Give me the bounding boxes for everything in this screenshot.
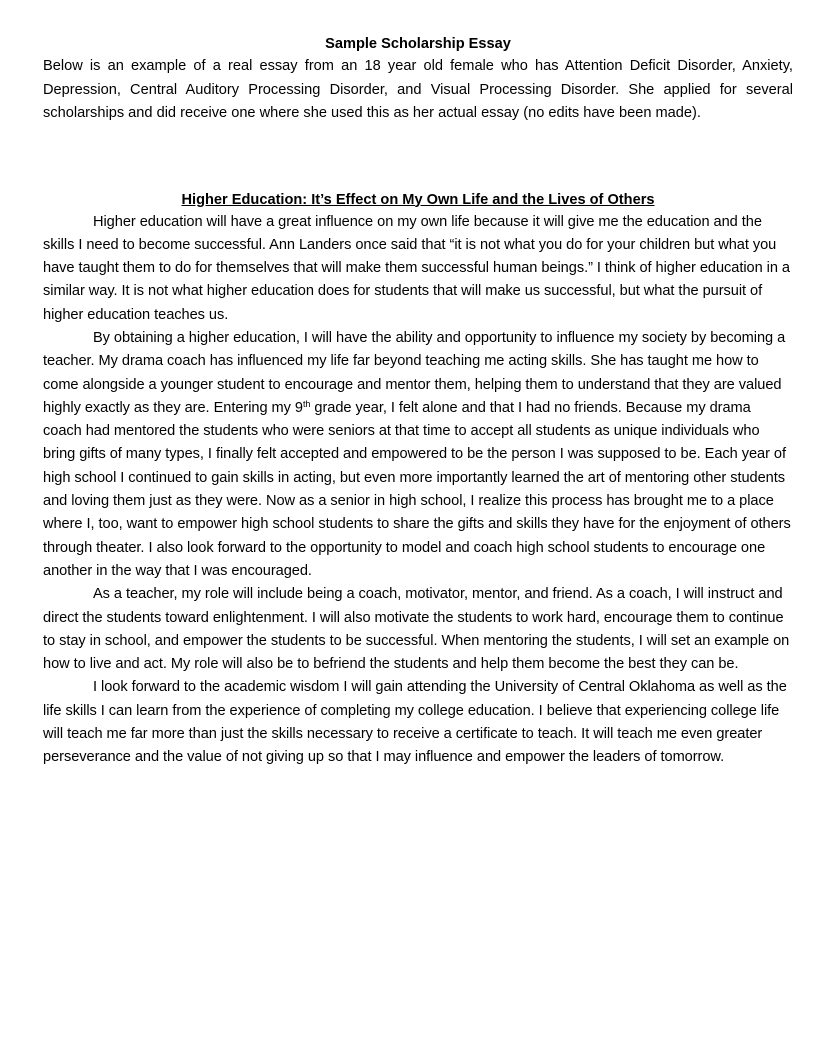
- document-title: Sample Scholarship Essay: [325, 36, 511, 52]
- essay-paragraph-1: Higher education will have a great influence on my own life because it will give me the education and the skills I need to become successful. Ann Landers once said that “it is not what you do for your children but what you have taught them to do for themselves that will make them successful human beings.” I think of higher education in a similar way. It is not what higher education does for students that will make us successful, but what the pursuit of higher education teaches us.: [43, 213, 790, 323]
- essay-paragraph-2-part-1: By obtaining a higher education, I will have the ability and opportunity to influence my society by becoming a teacher. My drama coach has influenced my life far beyond teaching me acting skills. She has taught me how to come alongside a younger student to encourage and mentor them, helping them to understand that they are valued highly exactly as they are. Entering my 9: [43, 329, 786, 416]
- essay-paragraph-2-part-2: grade year, I felt alone and that I had no friends. Because my drama coach had mentored the students who were seniors at that time to accept all students as unique individuals who bring gifts of many types, I finally felt accepted and empowered to be the person I was supposed to be. Each year of high school I continued to gain skills in acting, but even more importantly learned the art of mentoring other students and loving them just as they were. Now as a senior in high school, I realize this process has brought me to a place where I, too, want to empower high school students to share the gifts and skills they have for the enjoyment of others through theater. I also look forward to the opportunity to model and coach high school students to encourage one another in the way that I was encouraged.: [43, 399, 791, 579]
- essay-paragraph-2: [43, 327, 793, 583]
- ordinal-superscript: th: [302, 398, 311, 409]
- essay-title: Higher Education: It’s Effect on My Own Life and the Lives of Others: [181, 191, 655, 208]
- essay-paragraph-4: I look forward to the academic wisdom I will gain attending the University of Central Oklahoma as well as the life skills I can learn from the experience of completing my college education. I believe that experiencing college life will teach me far more than just the skills necessary to receive a certificate to teach. It will teach me even greater perseverance and the value of not giving up so that I may influence and empower the leaders of tomorrow.: [43, 679, 787, 766]
- essay-paragraph-3: As a teacher, my role will include being a coach, motivator, mentor, and friend. As a coach, I will instruct and direct the students toward enlightenment. I will also motivate the students to work hard, encourage them to continue to stay in school, and empower the students to be successful. When mentoring the students, I will set an example on how to live and act. My role will also be to befriend the students and help them become the best they can be.: [43, 586, 790, 673]
- intro-paragraph: Below is an example of a real essay from an 18 year old female who has Attention Deficit Disorder, Anxiety, Depression, Central Auditory Processing Disorder, and Visual Processing Disorder. She applied for several scholarships and did receive one where she used this as her actual essay (no edits have been made).: [43, 58, 793, 121]
- document-page: [43, 34, 793, 770]
